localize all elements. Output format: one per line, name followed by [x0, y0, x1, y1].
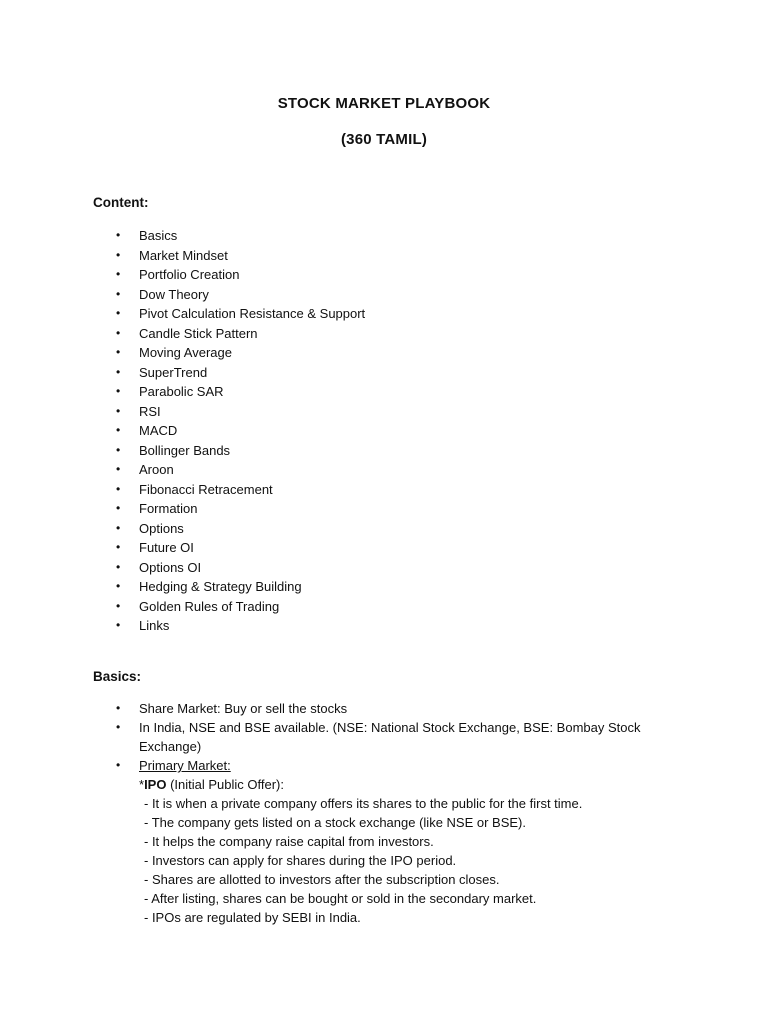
content-heading: Content: — [93, 195, 149, 210]
ipo-point: - After listing, shares can be bought or sold in the secondary market. — [144, 891, 537, 906]
list-item — [0, 699, 768, 718]
bullet-icon: • — [116, 501, 121, 515]
bullet-icon: • — [116, 481, 121, 496]
toc-item — [0, 577, 365, 597]
bullet-icon: • — [116, 403, 121, 418]
bullet-icon: • — [116, 286, 121, 301]
toc-item — [0, 343, 365, 363]
toc-item-label: Candle Stick Pattern — [139, 325, 258, 341]
bullet-icon: • — [116, 306, 121, 320]
toc-item — [0, 480, 365, 500]
toc-item-label: Formation — [139, 501, 198, 516]
toc-item-label: Dow Theory — [139, 286, 209, 302]
toc-item — [0, 460, 365, 480]
bullet-icon: • — [116, 598, 121, 613]
bullet-icon: • — [116, 720, 121, 734]
toc-item — [0, 558, 365, 578]
ipo-point: - It helps the company raise capital from investors. — [144, 834, 434, 849]
toc-item — [0, 324, 365, 344]
primary-market-label: Primary Market: — [139, 758, 231, 773]
ipo-rest: (Initial Public Offer): — [166, 777, 284, 792]
ipo-point: - IPOs are regulated by SEBI in India. — [144, 910, 361, 925]
list-item-text-continued: Exchange) — [139, 739, 202, 754]
bullet-icon: • — [116, 462, 121, 476]
toc-item-label: MACD — [139, 423, 178, 438]
bullet-icon: • — [116, 559, 121, 574]
toc-item — [0, 246, 365, 266]
toc-item-label: Options OI — [139, 559, 202, 575]
bullet-icon: • — [116, 618, 121, 632]
ipo-points — [0, 794, 768, 927]
basics-heading: Basics: — [93, 669, 142, 684]
bullet-icon: • — [116, 423, 121, 437]
list-item — [0, 756, 768, 775]
toc-item — [0, 597, 365, 617]
toc-item-label: Future OI — [139, 540, 194, 555]
toc-item — [0, 265, 365, 285]
bullet-icon: • — [116, 364, 121, 379]
bullet-icon: • — [116, 701, 121, 715]
toc-item — [0, 226, 365, 246]
ipo-line — [0, 775, 768, 794]
toc-item-label: Golden Rules of Trading — [139, 598, 280, 614]
toc-item — [0, 382, 365, 402]
toc-item — [0, 538, 365, 558]
toc-item-label: Hedging & Strategy Building — [139, 579, 302, 594]
toc-item — [0, 441, 365, 461]
list-item — [0, 718, 768, 756]
bullet-icon: • — [116, 247, 121, 262]
toc-item — [0, 519, 365, 539]
ipo-bold: IPO — [144, 777, 167, 792]
toc-item-label: Basics — [139, 228, 178, 243]
toc-item — [0, 616, 365, 636]
toc-item-label: Bollinger Bands — [139, 442, 231, 458]
toc-item — [0, 402, 365, 422]
toc-item-label: Links — [139, 618, 170, 633]
bullet-icon: • — [116, 325, 121, 340]
toc-item-label: Moving Average — [139, 345, 232, 360]
toc-item — [0, 363, 365, 383]
toc-item — [0, 421, 365, 441]
ipo-point: - Investors can apply for shares during the IPO period. — [144, 853, 457, 868]
ipo-point: - Shares are allotted to investors after the subscription closes. — [144, 872, 500, 887]
bullet-icon: • — [116, 384, 121, 398]
bullet-icon: • — [116, 345, 121, 359]
toc-item-label: SuperTrend — [139, 364, 208, 380]
table-of-contents — [0, 226, 365, 636]
bullet-icon: • — [116, 520, 121, 535]
toc-item-label: Options — [139, 520, 184, 536]
bullet-icon: • — [116, 228, 121, 242]
bullet-icon: • — [116, 540, 121, 554]
toc-item-label: Fibonacci Retracement — [139, 481, 273, 497]
toc-item-label: Aroon — [139, 462, 174, 477]
ipo-prefix: * — [139, 777, 145, 792]
toc-item-label: Market Mindset — [139, 247, 228, 263]
bullet-icon: • — [116, 442, 121, 457]
toc-item — [0, 304, 365, 324]
toc-item — [0, 499, 365, 519]
bullet-icon: • — [116, 267, 121, 281]
bullet-icon: • — [116, 579, 121, 593]
list-item-text: Share Market: Buy or sell the stocks — [139, 701, 348, 716]
ipo-point: - It is when a private company offers its shares to the public for the first time. — [144, 796, 583, 811]
document-subtitle: (360 TAMIL) — [340, 131, 428, 148]
toc-item-label: Parabolic SAR — [139, 384, 224, 399]
document-title: STOCK MARKET PLAYBOOK — [277, 95, 491, 112]
basics-section — [0, 699, 768, 927]
ipo-point: - The company gets listed on a stock exchange (like NSE or BSE). — [144, 815, 526, 830]
list-item-text: In India, NSE and BSE available. (NSE: National Stock Exchange, BSE: Bombay Stock — [139, 720, 641, 735]
toc-item-label: Portfolio Creation — [139, 267, 240, 282]
toc-item-label: Pivot Calculation Resistance & Support — [139, 306, 366, 321]
bullet-icon: • — [116, 758, 121, 772]
toc-item — [0, 285, 365, 305]
toc-item-label: RSI — [139, 403, 161, 419]
